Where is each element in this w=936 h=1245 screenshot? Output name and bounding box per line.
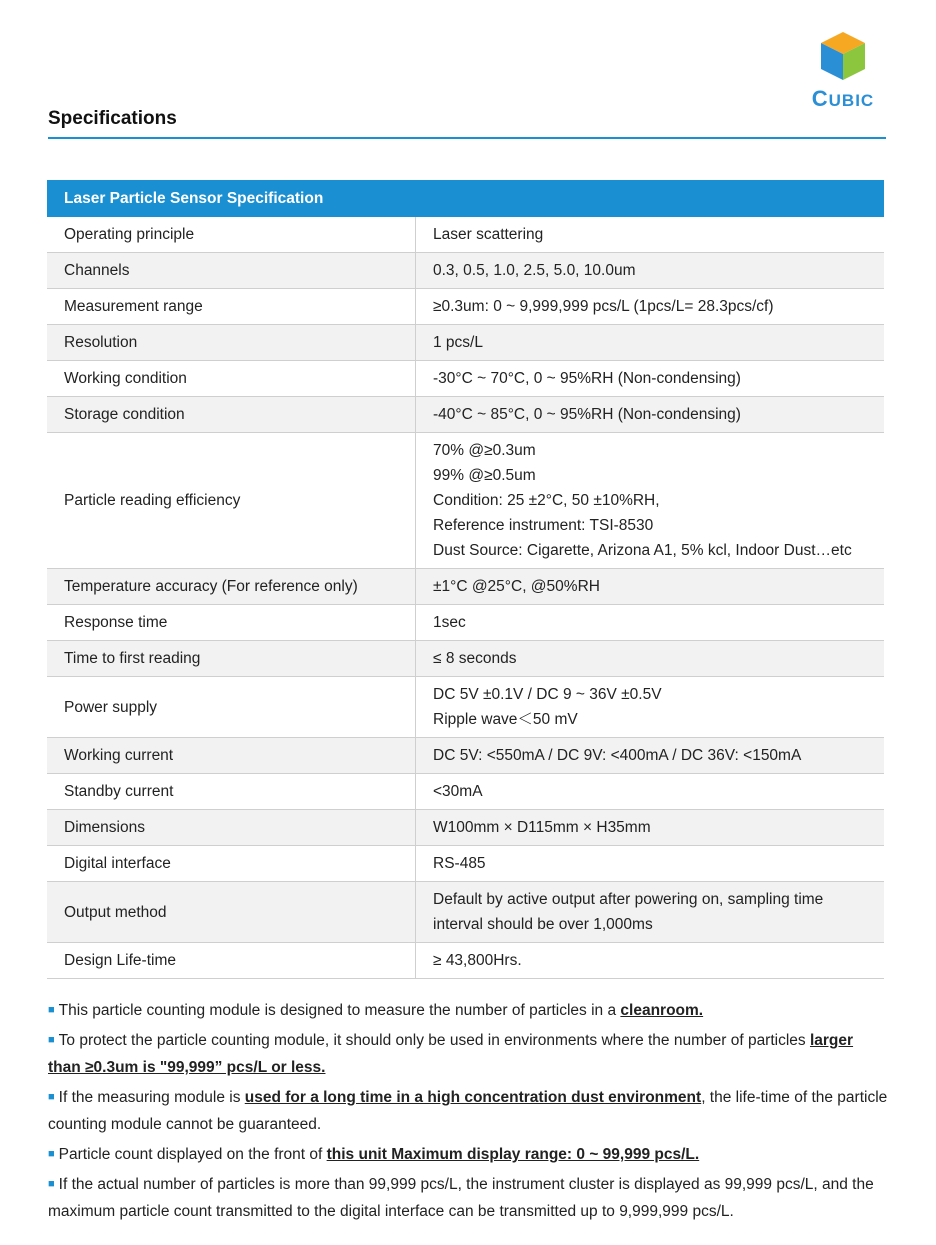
spec-value-line: DC 5V ±0.1V / DC 9 ~ 36V ±0.5V (433, 686, 662, 703)
bullet-icon: ■ (48, 1178, 55, 1190)
spec-row (47, 217, 884, 253)
spec-value-line: interval should be over 1,000ms (433, 916, 653, 933)
spec-row (47, 738, 884, 774)
spec-value (416, 325, 885, 361)
spec-key: Measurement range (47, 289, 416, 325)
title-divider (48, 137, 886, 139)
note-emphasis: larger than ≥0.3um is "99,999” pcs/L or less. (48, 1032, 854, 1076)
spec-key: Working current (47, 738, 416, 774)
spec-key: Output method (47, 882, 416, 943)
spec-value (416, 397, 885, 433)
spec-key: Storage condition (47, 397, 416, 433)
spec-value-line: -30°C ~ 70°C, 0 ~ 95%RH (Non-condensing) (433, 370, 741, 387)
spec-value-line: 0.3, 0.5, 1.0, 2.5, 5.0, 10.0um (433, 262, 636, 279)
spec-key: Response time (47, 605, 416, 641)
note-text: Particle count displayed on the front of (58, 1146, 327, 1163)
spec-value-line: Ripple wave＜50 mV (433, 711, 578, 728)
spec-row (47, 397, 884, 433)
spec-row (47, 810, 884, 846)
bullet-icon: ■ (48, 1091, 55, 1103)
spec-value-line: Condition: 25 ±2°C, 50 ±10%RH, (433, 492, 660, 509)
spec-row (47, 641, 884, 677)
spec-value-line: Dust Source: Cigarette, Arizona A1, 5% kcl, Indoor Dust…etc (433, 542, 852, 559)
spec-value-line: ±1°C @25°C, @50%RH (433, 578, 600, 595)
spec-key: Particle reading efficiency (47, 433, 416, 569)
note-emphasis: cleanroom. (620, 1002, 704, 1019)
page-title: Specifications (48, 108, 177, 129)
spec-value-line: Default by active output after powering on, sampling time (433, 891, 824, 908)
spec-key: Working condition (47, 361, 416, 397)
spec-value (416, 810, 885, 846)
spec-value-line: ≥ 43,800Hrs. (433, 952, 522, 969)
spec-key: Digital interface (47, 846, 416, 882)
spec-key: Standby current (47, 774, 416, 810)
spec-key: Resolution (47, 325, 416, 361)
note-text: If the measuring module is (58, 1089, 245, 1106)
spec-value (416, 569, 885, 605)
note-item (48, 997, 888, 1024)
spec-value-line: 99% @≥0.5um (433, 467, 536, 484)
note-item (48, 1084, 888, 1138)
spec-row (47, 361, 884, 397)
spec-row (47, 253, 884, 289)
spec-table-header-row (47, 180, 884, 217)
spec-row (47, 943, 884, 979)
note-item (48, 1141, 888, 1168)
spec-value (416, 641, 885, 677)
spec-key: Time to first reading (47, 641, 416, 677)
spec-table-body (47, 217, 884, 979)
spec-value (416, 738, 885, 774)
spec-row (47, 325, 884, 361)
note-text: , the life-time of the particle counting module cannot be guaranteed. (48, 1089, 888, 1133)
note-text: To protect the particle counting module, it should only be used in environments where the number of particles (58, 1032, 810, 1049)
spec-row (47, 289, 884, 325)
spec-value-line: DC 5V: <550mA / DC 9V: <400mA / DC 36V: <150mA (433, 747, 802, 764)
bullet-icon: ■ (48, 1148, 55, 1160)
note-text: This particle counting module is designed to measure the number of particles in a (58, 1002, 621, 1019)
note-item (48, 1027, 888, 1081)
spec-row (47, 569, 884, 605)
spec-value-line: W100mm × D115mm × H35mm (433, 819, 651, 836)
spec-value-line: Reference instrument: TSI-8530 (433, 517, 654, 534)
spec-row (47, 433, 884, 569)
spec-value-line: 1 pcs/L (433, 334, 483, 351)
spec-key: Dimensions (47, 810, 416, 846)
spec-value-line: ≤ 8 seconds (433, 650, 517, 667)
bullet-icon: ■ (48, 1034, 55, 1046)
note-text: If the actual number of particles is more than 99,999 pcs/L, the instrument cluster is displayed as 99,999 pcs/L, and the maximum particle count transmitted to the digital interface can be transmitted up to 9,999,999 pcs/L. (48, 1176, 874, 1220)
spec-value (416, 846, 885, 882)
spec-row (47, 774, 884, 810)
spec-key: Design Life-time (47, 943, 416, 979)
spec-key: Temperature accuracy (For reference only) (47, 569, 416, 605)
spec-value (416, 433, 885, 569)
spec-row (47, 605, 884, 641)
bullet-icon: ■ (48, 1004, 55, 1016)
notes-list (48, 997, 888, 1228)
spec-value (416, 677, 885, 738)
spec-value-line: -40°C ~ 85°C, 0 ~ 95%RH (Non-condensing) (433, 406, 741, 423)
logo-wordmark: CUBIC (811, 86, 875, 111)
spec-value-line: ≥0.3um: 0 ~ 9,999,999 pcs/L (1pcs/L= 28.3pcs/cf) (433, 298, 774, 315)
spec-value (416, 774, 885, 810)
spec-value (416, 361, 885, 397)
spec-value-line: Laser scattering (433, 226, 544, 243)
note-emphasis: this unit Maximum display range: 0 ~ 99,999 pcs/L. (326, 1146, 700, 1163)
spec-value-line: <30mA (433, 783, 483, 800)
spec-key: Operating principle (47, 217, 416, 253)
note-emphasis: used for a long time in a high concentration dust environment (244, 1089, 702, 1106)
spec-key: Power supply (47, 677, 416, 738)
spec-value (416, 943, 885, 979)
spec-table (47, 180, 884, 979)
spec-value (416, 253, 885, 289)
spec-value-line: 1sec (433, 614, 466, 631)
spec-table-header: Laser Particle Sensor Specification (47, 180, 884, 217)
spec-value (416, 289, 885, 325)
cube-icon (803, 30, 883, 86)
spec-row (47, 677, 884, 738)
spec-value-line: RS-485 (433, 855, 486, 872)
spec-value (416, 217, 885, 253)
cubic-logo (803, 30, 883, 110)
spec-key: Channels (47, 253, 416, 289)
spec-row (47, 882, 884, 943)
spec-value (416, 882, 885, 943)
spec-value-line: 70% @≥0.3um (433, 442, 536, 459)
spec-value (416, 605, 885, 641)
spec-row (47, 846, 884, 882)
note-item (48, 1171, 888, 1225)
